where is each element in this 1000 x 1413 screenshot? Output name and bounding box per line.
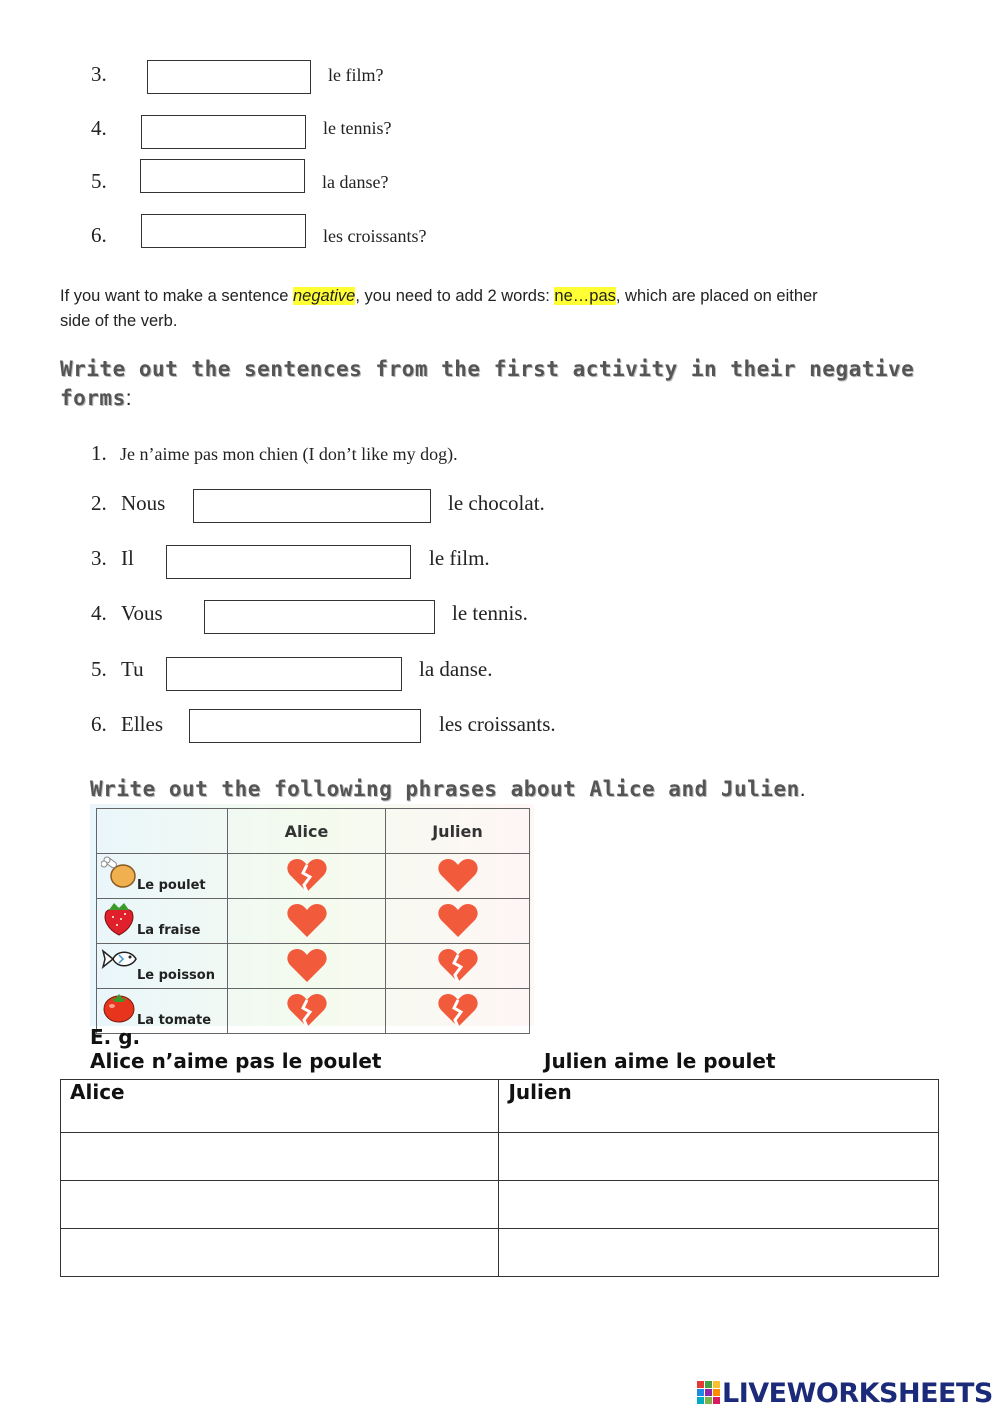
table-corner-cell [97,809,228,854]
answer-cell-julien[interactable] [499,1229,939,1277]
question-number: 2. [91,491,107,515]
question-number: 4. [91,116,107,140]
broken-heart-icon [437,948,479,984]
heart-icon [437,858,479,894]
answer-cell-julien[interactable] [499,1181,939,1229]
answer-table [60,1079,939,1277]
chicken-leg-icon [101,856,137,890]
question-number: 6. [91,712,107,736]
answer-header-julien: Julien [508,1080,572,1104]
highlight-negative: negative [292,287,356,305]
food-label: Le poisson [137,968,215,983]
alice-cell [228,854,386,899]
answer-input-box[interactable] [141,115,306,149]
answer-cell-alice[interactable] [61,1229,499,1277]
question-text: le film? [328,65,384,85]
heading-colon: : [125,387,133,410]
question-subject: Nous [121,491,166,515]
example-label: E. g. [90,1025,141,1049]
answer-input-box[interactable] [141,214,306,248]
question-number: 5. [91,657,107,681]
example-sentence: Je n’aime pas mon chien (I don’t like my dog). [120,444,458,464]
food-cell [97,854,228,899]
answer-header-alice: Alice [70,1080,125,1104]
table-row [97,854,530,899]
table-row [61,1080,939,1133]
answer-cell-julien[interactable] [499,1133,939,1181]
section-heading-alice-julien [90,777,806,802]
fish-icon [101,948,139,970]
julien-cell [386,989,530,1034]
question-text: le chocolat. [448,491,545,515]
answer-input-box[interactable] [193,489,431,523]
info-text: side of the verb. [60,312,178,330]
question-text: les croissants. [439,712,556,736]
food-cell [97,944,228,989]
heart-icon [437,903,479,939]
answer-cell-julien[interactable] [499,1080,939,1133]
example-number: 1. [91,441,107,465]
question-text: les croissants? [323,226,427,246]
logo-text: LIVEWORKSHEETS [722,1378,993,1409]
preference-table [90,804,534,1026]
heading-line: Write out the sentences from the first activity in their negative [60,357,915,381]
answer-cell-alice[interactable] [61,1133,499,1181]
negative-info-paragraph [60,284,940,334]
julien-cell [386,854,530,899]
answer-cell-alice[interactable] [61,1181,499,1229]
table-row [61,1229,939,1277]
answer-input-box[interactable] [166,657,402,691]
alice-cell [228,989,386,1034]
question-text: le tennis. [452,601,528,625]
example-julien: Julien aime le poulet [544,1049,776,1073]
julien-cell [386,944,530,989]
question-number: 4. [91,601,107,625]
heart-icon [286,948,328,984]
answer-input-box[interactable] [140,159,305,193]
question-subject: Vous [121,601,163,625]
table-row [97,944,530,989]
question-text: la danse. [419,657,493,681]
liveworksheets-logo-icon [697,1381,721,1405]
julien-cell [386,899,530,944]
tomato-icon [101,989,137,1025]
heart-icon [286,903,328,939]
question-number: 5. [91,169,107,193]
answer-input-box[interactable] [166,545,411,579]
alice-cell [228,899,386,944]
question-text: le film. [429,546,490,570]
question-number: 6. [91,223,107,247]
food-label: La tomate [137,1013,212,1028]
heading-period: . [799,778,807,801]
question-number: 3. [91,546,107,570]
liveworksheets-logo [697,1378,993,1409]
broken-heart-icon [437,993,479,1029]
answer-input-box[interactable] [189,709,421,743]
strawberry-icon [101,899,137,937]
answer-input-box[interactable] [147,60,311,94]
column-header-julien: Julien [386,809,530,854]
answer-input-box[interactable] [204,600,435,634]
heading-line: Write out the following phrases about Alice and Julien [90,777,800,801]
question-subject: Il [121,546,134,570]
info-text: If you want to make a sentence [60,287,293,305]
info-text: , you need to add 2 words: [355,287,555,305]
section-heading-negative [60,355,914,413]
table-row [61,1133,939,1181]
heading-line: forms [60,386,126,410]
question-text: la danse? [322,172,389,192]
question-text: le tennis? [323,118,392,138]
food-cell [97,899,228,944]
column-header-alice: Alice [228,809,386,854]
food-label: La fraise [137,923,201,938]
broken-heart-icon [286,993,328,1029]
info-text: , which are placed on either [615,287,818,305]
highlight-ne-pas: ne…pas [554,287,616,305]
food-label: Le poulet [137,878,206,893]
question-number: 3. [91,62,107,86]
answer-cell-alice[interactable] [61,1080,499,1133]
question-subject: Elles [121,712,163,736]
alice-cell [228,944,386,989]
table-row [97,989,530,1034]
question-subject: Tu [121,657,144,681]
example-alice: Alice n’aime pas le poulet [90,1049,382,1073]
table-row [97,899,530,944]
table-row [61,1181,939,1229]
broken-heart-icon [286,858,328,894]
